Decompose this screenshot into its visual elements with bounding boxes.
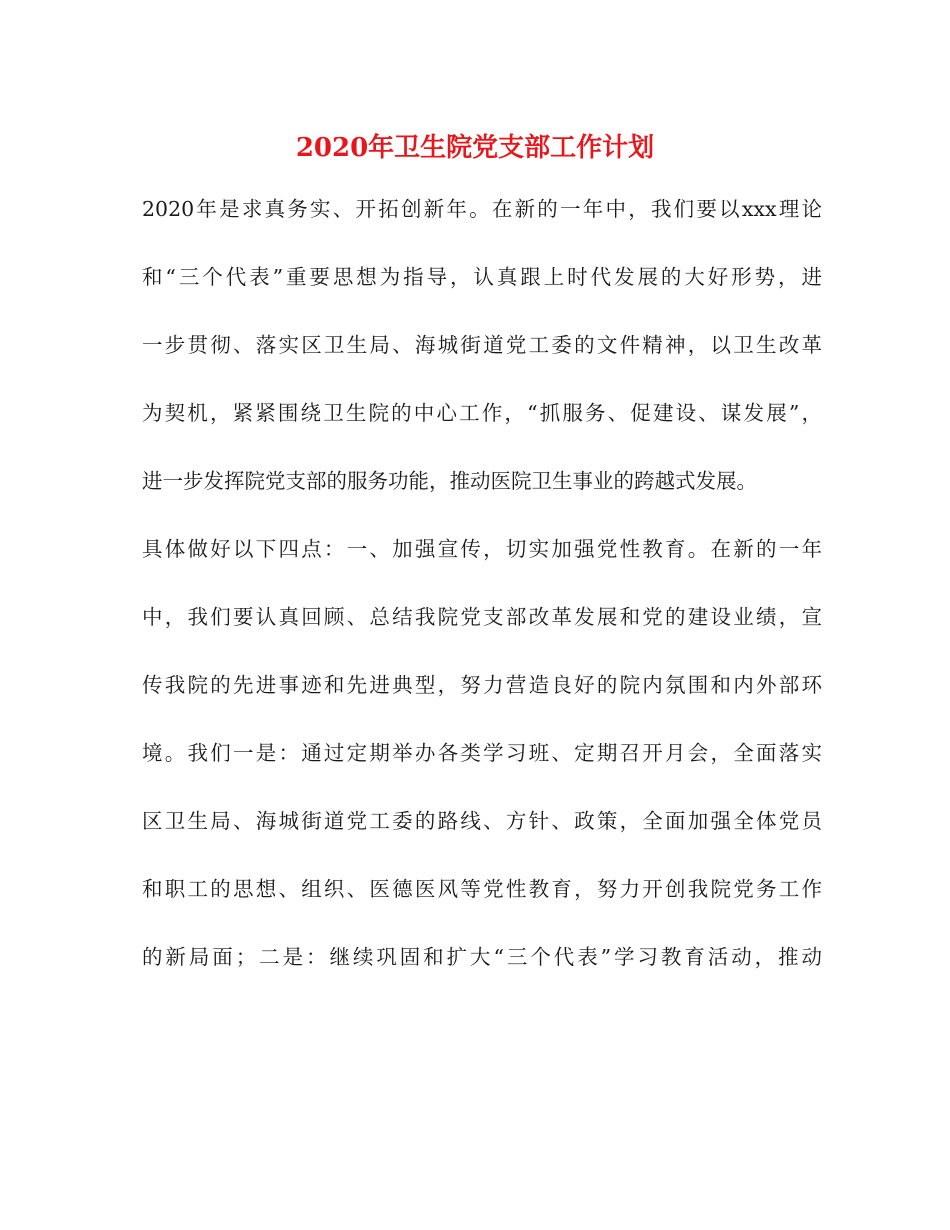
text-line-12: 的新局面；二是：继续巩固和扩大“三个代表”学习教育活动，推动	[142, 945, 822, 969]
text-line-7: 中，我们要认真回顾、总结我院党支部改革发展和党的建设业绩，宣	[142, 605, 822, 629]
text-line-2: 和“三个代表”重要思想为指导，认真跟上时代发展的大好形势，进	[142, 265, 822, 289]
text-line-11: 和职工的思想、组织、医德医风等党性教育，努力开创我院党务工作	[142, 877, 822, 901]
text-line-10: 区卫生局、海城街道党工委的路线、方针、政策，全面加强全体党员	[142, 809, 822, 833]
text-line-1: 2020年是求真务实、开拓创新年。在新的一年中，我们要以xxx理论	[142, 197, 822, 221]
text-line-9: 境。我们一是：通过定期举办各类学习班、定期召开月会，全面落实	[142, 741, 822, 765]
text-line-6: 具体做好以下四点：一、加强宣传，切实加强党性教育。在新的一年	[142, 537, 822, 561]
page-title: 2020年卫生院党支部工作计划	[295, 133, 655, 163]
text-line-3: 一步贯彻、落实区卫生局、海城街道党工委的文件精神，以卫生改革	[142, 333, 822, 357]
text-line-8: 传我院的先进事迹和先进典型，努力营造良好的院内氛围和内外部环	[142, 673, 822, 697]
text-line-5: 进一步发挥院党支部的服务功能，推动医院卫生事业的跨越式发展。	[142, 469, 757, 493]
text-line-4: 为契机，紧紧围绕卫生院的中心工作，“抓服务、促建设、谋发展”，	[142, 401, 822, 425]
